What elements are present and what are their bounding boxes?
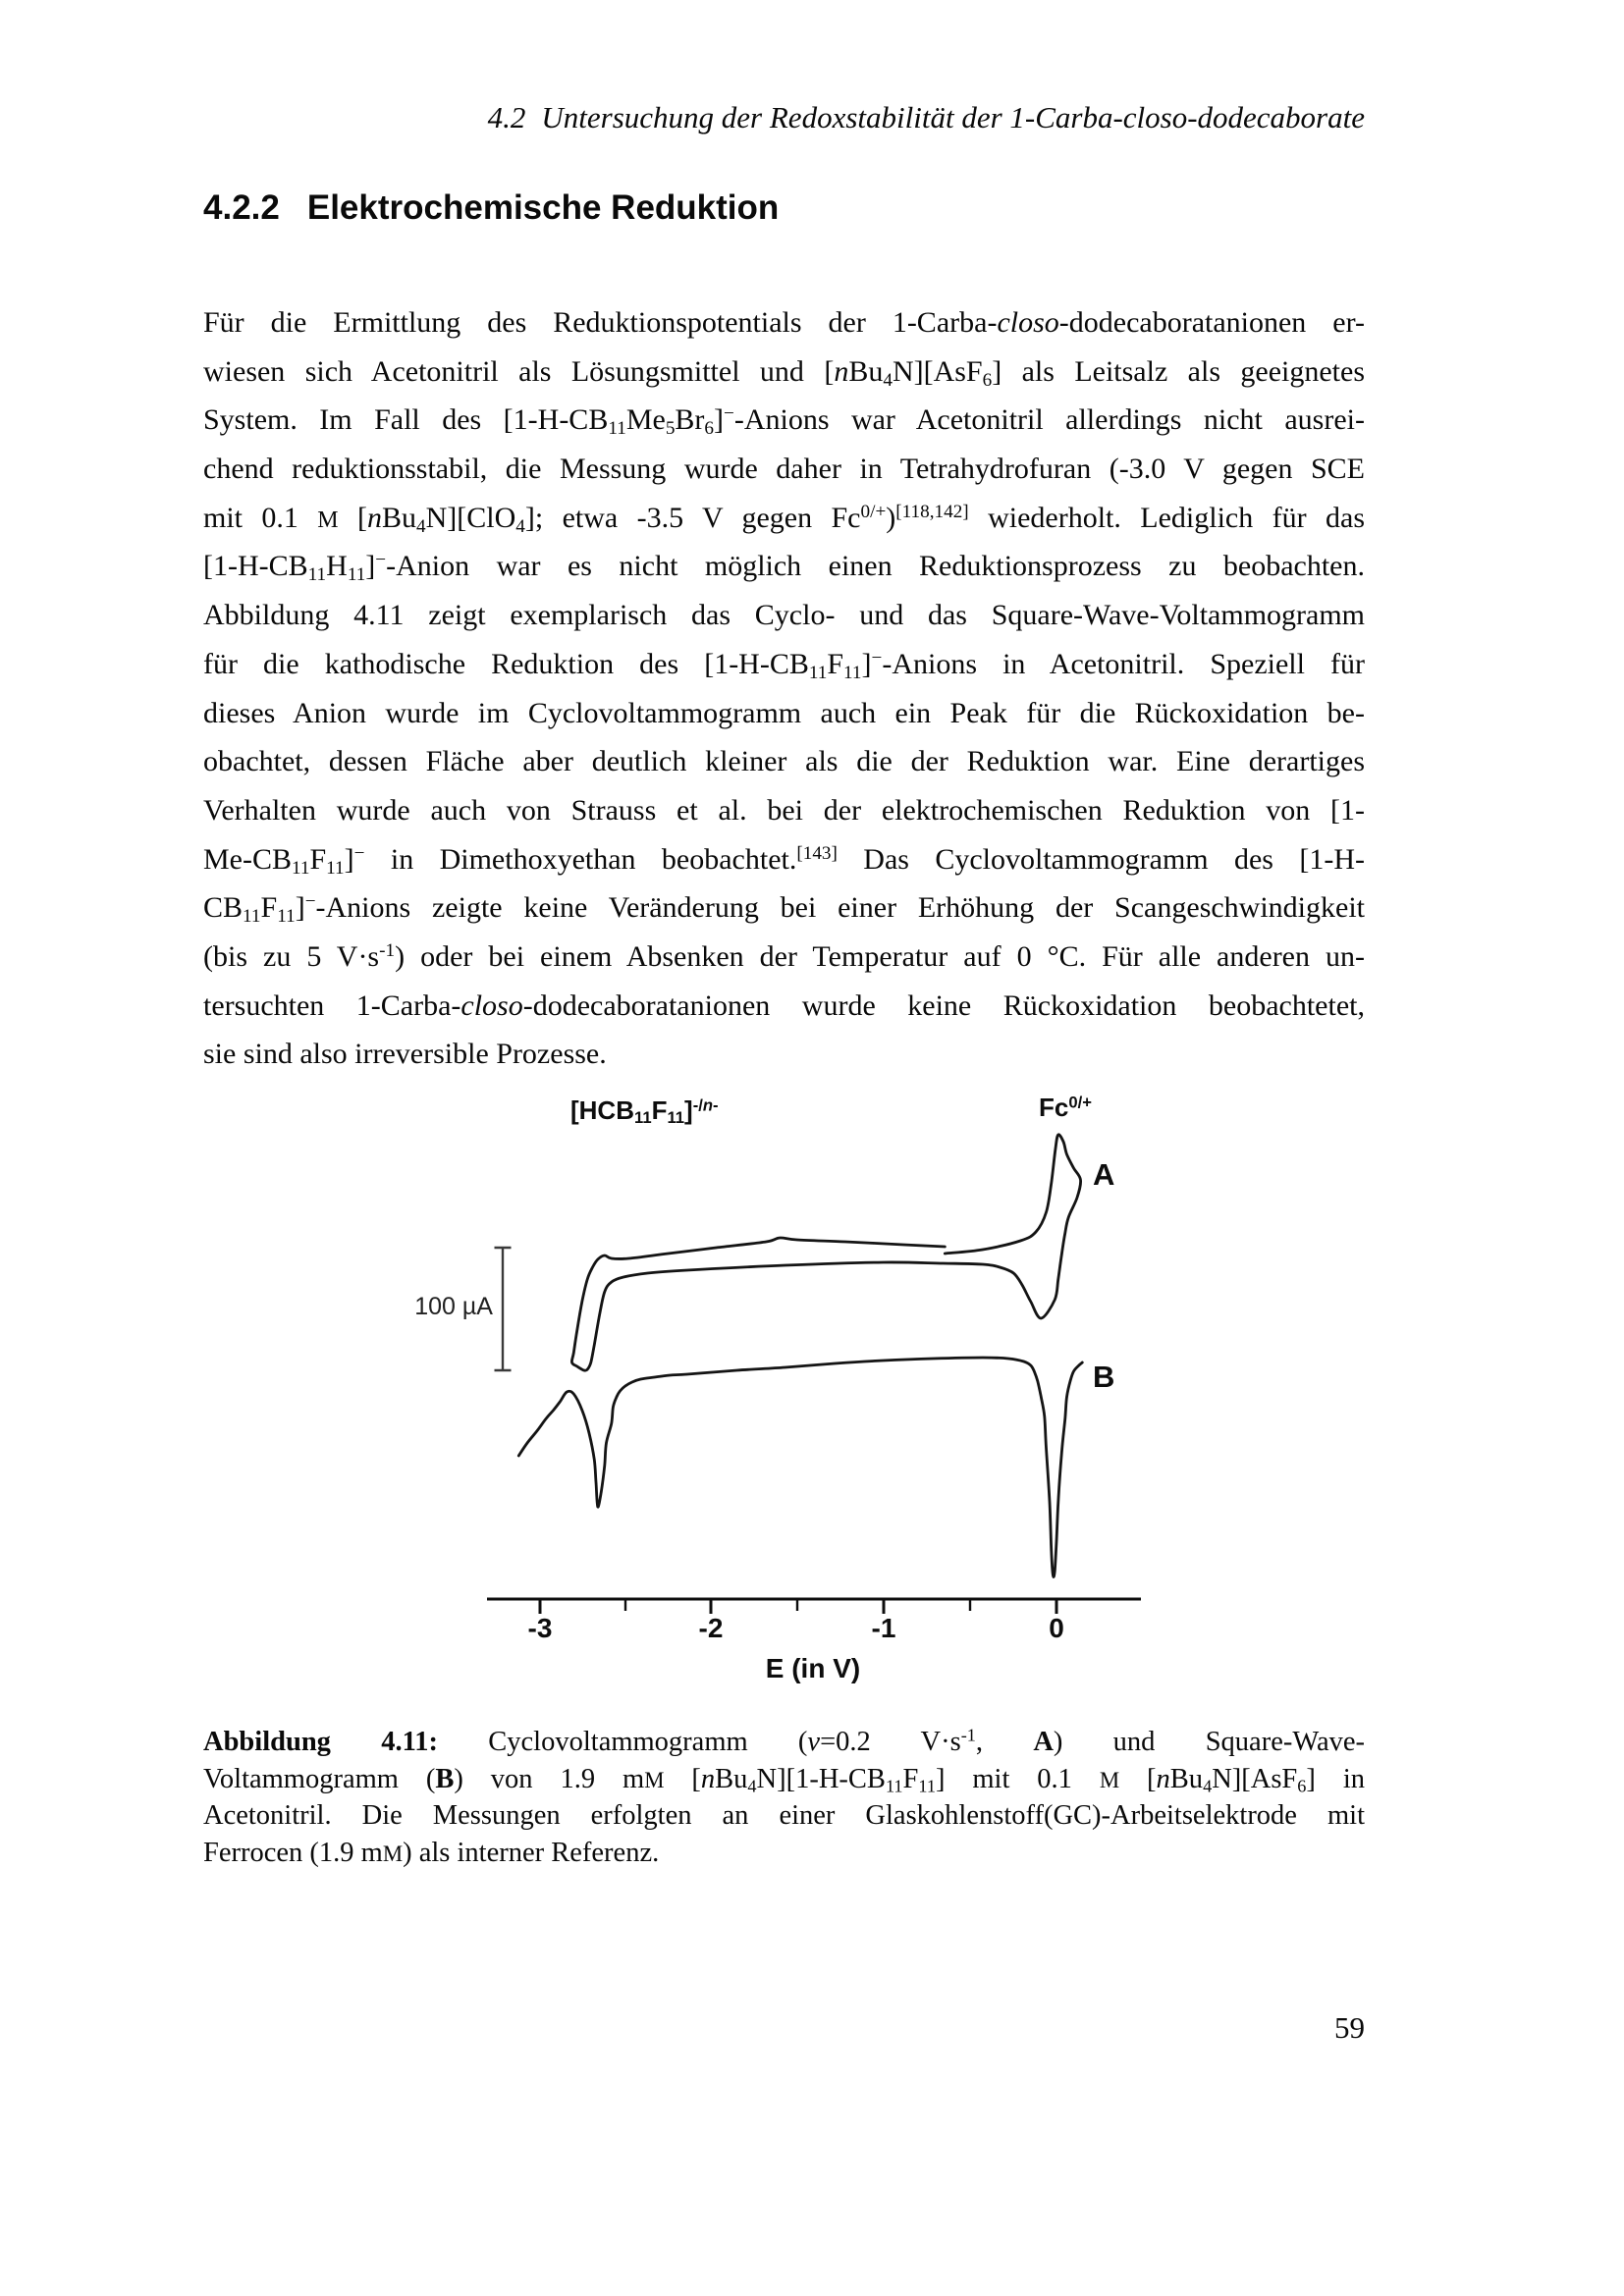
text-segment: [ [1119, 1763, 1157, 1794]
text-segment: 11 [634, 1108, 652, 1128]
text-segment: ] als Leitsalz als geeignetes [992, 354, 1366, 388]
text-segment: Voltammogramm ( [203, 1763, 436, 1794]
text-segment: n [367, 501, 383, 534]
section-number: 4.2.2 [203, 188, 280, 227]
text-segment: ) [886, 501, 896, 534]
text-segment: obachtet, dessen Fläche aber deutlich kleiner als die der Reduktion war. Eine derartiges [203, 745, 1365, 778]
text-segment: H [326, 550, 348, 583]
text-segment: − [353, 842, 365, 864]
text-segment: − [304, 891, 316, 913]
text-line [203, 883, 1365, 933]
text-segment: 4 [416, 515, 426, 537]
text-segment: F [827, 647, 844, 680]
text-line [203, 786, 1365, 835]
text-segment: − [724, 403, 734, 425]
text-segment: 11 [292, 857, 310, 879]
text-segment: Ferrocen (1.9 m [203, 1837, 383, 1868]
text-segment: 4 [883, 369, 893, 391]
text-line [203, 591, 1365, 640]
text-segment: -Anions zeigte keine Veränderung bei einer Erhöhung der Scangeschwindigkeit [315, 891, 1365, 925]
text-segment: B [435, 1763, 455, 1794]
text-segment: wiederholt. Lediglich für das [968, 501, 1365, 534]
text-segment: chend reduktionsstabil, die Messung wurde daher in Tetrahydrofuran (-3.0 V gegen SCE [203, 453, 1365, 486]
scale-bar-label: 100 µA [414, 1293, 493, 1320]
text-segment: 11 [277, 906, 296, 928]
text-segment: 11 [808, 662, 828, 683]
text-segment: N][AsF [1212, 1763, 1298, 1794]
text-segment: ] [684, 1095, 693, 1125]
analyte-label [570, 1095, 719, 1126]
curve-a-label: A [1093, 1157, 1115, 1192]
body-paragraph [203, 298, 1365, 1079]
x-tick-label-zero: 0 [1049, 1613, 1064, 1643]
text-segment: 4 [1203, 1776, 1213, 1796]
text-segment: M [644, 1767, 665, 1792]
text-segment: Acetonitril. Die Messungen erfolgten an einer Glaskohlenstoff(GC)-Arbeitselektrode mit [203, 1800, 1365, 1832]
text-segment: Bu [1169, 1763, 1204, 1794]
text-segment: M [317, 507, 339, 533]
text-segment: n [1156, 1763, 1170, 1794]
text-segment: Abbildung 4.11: [203, 1727, 438, 1757]
text-segment: closo [997, 306, 1059, 339]
text-segment: 11 [608, 418, 626, 440]
text-segment: System. Im Fall des [1-H-CB [203, 403, 609, 437]
text-segment: Abbildung 4.11 zeigt exemplarisch das Cyclo- und das Square-Wave-Voltammogramm [203, 599, 1365, 632]
curve-b-label: B [1093, 1360, 1115, 1394]
text-segment: M [1099, 1767, 1120, 1792]
text-segment: v [807, 1727, 821, 1757]
text-segment: sie sind also irreversible Prozesse. [203, 1038, 607, 1071]
text-segment: wiesen sich Acetonitril als Lösungsmittel und [ [203, 354, 835, 388]
text-segment: 11 [918, 1776, 936, 1796]
text-segment: F [309, 842, 327, 876]
text-segment: -/ [692, 1095, 703, 1115]
text-line [203, 396, 1365, 445]
text-segment: ) von 1.9 m [454, 1763, 645, 1794]
text-line [203, 298, 1365, 347]
text-segment: ) als interner Referenz. [403, 1837, 660, 1868]
text-line [203, 640, 1365, 689]
text-segment: -1 [379, 939, 396, 961]
text-segment: ] [295, 891, 305, 925]
text-line [203, 835, 1365, 884]
text-line [203, 542, 1365, 591]
text-segment: Me [625, 403, 666, 437]
text-line [203, 933, 1365, 982]
running-header [203, 100, 1365, 135]
text-segment: in Dimethoxyethan beobachtet. [364, 842, 797, 876]
current-scale-bar [495, 1248, 512, 1370]
text-segment: 4.2 [487, 100, 526, 134]
text-segment: ] mit 0.1 [935, 1763, 1100, 1794]
text-segment: 0/+ [860, 501, 887, 522]
x-axis [487, 1599, 1141, 1614]
curve-b-square-wave-voltammogram [518, 1358, 1082, 1576]
x-tick-label-minus1: -1 [871, 1613, 896, 1643]
text-segment: Br [675, 403, 705, 437]
text-line [203, 689, 1365, 738]
text-line [203, 494, 1365, 543]
text-segment: 5 [665, 418, 676, 440]
voltammogram-plot [324, 1060, 1208, 1698]
text-segment: -1 [960, 1725, 976, 1745]
text-segment: Verhalten wurde auch von Strauss et al. bei der elektrochemischen Reduktion von [1- [203, 793, 1365, 827]
text-segment: - [713, 1095, 719, 1115]
text-segment: M [382, 1841, 404, 1866]
text-segment: ]; etwa -3.5 V gegen Fc [524, 501, 861, 534]
ferrocene-label [1039, 1093, 1092, 1123]
text-segment: closo [460, 988, 523, 1022]
text-segment: 4 [515, 515, 525, 537]
x-tick-label-minus2: -2 [698, 1613, 724, 1643]
text-segment: 11 [843, 662, 862, 683]
page-number: 59 [1334, 2010, 1365, 2045]
text-segment: [143] [796, 842, 838, 864]
text-segment: Bu [848, 354, 884, 388]
text-segment: [HCB [570, 1095, 634, 1125]
text-segment: ] in [1306, 1763, 1365, 1794]
text-line [203, 347, 1365, 397]
text-segment: [118,142] [895, 501, 969, 522]
text-segment: ] [861, 647, 872, 680]
text-line [203, 445, 1365, 494]
text-segment: N][AsF [892, 354, 983, 388]
text-segment: Für die Ermittlung des Reduktionspotentials der 1-Carba- [203, 306, 998, 339]
text-segment: (bis zu 5 V·s [203, 939, 380, 973]
text-segment: Fc [1039, 1093, 1069, 1122]
text-segment: − [375, 550, 387, 571]
text-segment: mit 0.1 [203, 501, 318, 534]
text-segment: -Anion war es nicht möglich einen Reduktionsprozess zu beobachten. [386, 550, 1365, 583]
text-segment: 11 [347, 564, 366, 586]
text-segment: − [871, 647, 883, 668]
x-tick-label-minus3: -3 [527, 1613, 553, 1643]
text-segment: 11 [243, 906, 261, 928]
text-segment: [ [664, 1763, 701, 1794]
curve-a-cyclovoltammogram [571, 1135, 1080, 1370]
text-segment: Das Cyclovoltammogramm des [1-H- [837, 842, 1365, 876]
text-segment: =0.2 V·s [820, 1727, 961, 1757]
text-segment: n [702, 1095, 714, 1115]
text-segment: Untersuchung der Redoxstabilität der 1-Carba-closo-dodecaborate [541, 100, 1365, 134]
text-segment: ] [714, 403, 724, 437]
text-segment: -Anions war Acetonitril allerdings nicht ausrei- [733, 403, 1365, 437]
text-segment: ) und Square-Wave- [1053, 1727, 1365, 1757]
text-segment: Me-CB [203, 842, 292, 876]
section-heading [203, 187, 1365, 230]
text-segment: Bu [715, 1763, 748, 1794]
text-line [203, 1761, 1365, 1798]
x-axis-title: E (in V) [765, 1653, 861, 1683]
text-segment: 6 [704, 418, 714, 440]
text-segment: 0/+ [1068, 1093, 1092, 1112]
text-segment: F [260, 891, 278, 925]
text-line [203, 1835, 1365, 1872]
text-segment: -Anions in Acetonitril. Speziell für [882, 647, 1366, 680]
section-title: Elektrochemische Reduktion [306, 188, 780, 227]
text-segment: 11 [326, 857, 345, 879]
text-segment: 6 [1297, 1776, 1307, 1796]
text-segment: dieses Anion wurde im Cyclovoltammogramm auch ein Peak für die Rückoxidation be- [203, 696, 1365, 729]
text-segment: -dodecaboratanionen er- [1058, 306, 1365, 339]
text-segment: [ [338, 501, 368, 534]
text-line [203, 737, 1365, 786]
text-segment: 11 [885, 1776, 903, 1796]
text-segment: n [700, 1763, 716, 1794]
text-segment: n [834, 354, 849, 388]
text-segment: Cyclovoltammogramm ( [438, 1727, 808, 1757]
text-segment: N][1-H-CB [756, 1763, 886, 1794]
text-line [203, 1797, 1365, 1835]
text-segment: 11 [667, 1108, 685, 1128]
text-segment: 4 [747, 1776, 757, 1796]
text-segment: -dodecaboratanionen wurde keine Rückoxidation beobachtetet, [522, 988, 1365, 1022]
text-segment: ] [365, 550, 376, 583]
text-line [203, 1724, 1365, 1761]
figure-voltammogram [324, 1060, 1208, 1698]
text-segment: für die kathodische Reduktion des [1-H-CB [203, 647, 809, 680]
figure-caption [203, 1724, 1365, 1871]
text-segment: CB [203, 891, 244, 925]
text-segment: 6 [982, 369, 993, 391]
text-segment: tersuchten 1-Carba- [203, 988, 461, 1022]
text-segment: A [1033, 1727, 1054, 1757]
text-segment: N][ClO [425, 501, 516, 534]
text-segment: F [902, 1763, 919, 1794]
text-segment: [1-H-CB [203, 550, 308, 583]
text-segment: F [651, 1095, 668, 1125]
text-segment: ) oder bei einem Absenken der Temperatur auf 0 °C. Für alle anderen un- [395, 939, 1365, 973]
text-segment: , [975, 1727, 1034, 1757]
text-segment: ] [344, 842, 354, 876]
text-segment: Bu [382, 501, 417, 534]
text-line [203, 982, 1365, 1031]
text-segment: 11 [307, 564, 327, 586]
